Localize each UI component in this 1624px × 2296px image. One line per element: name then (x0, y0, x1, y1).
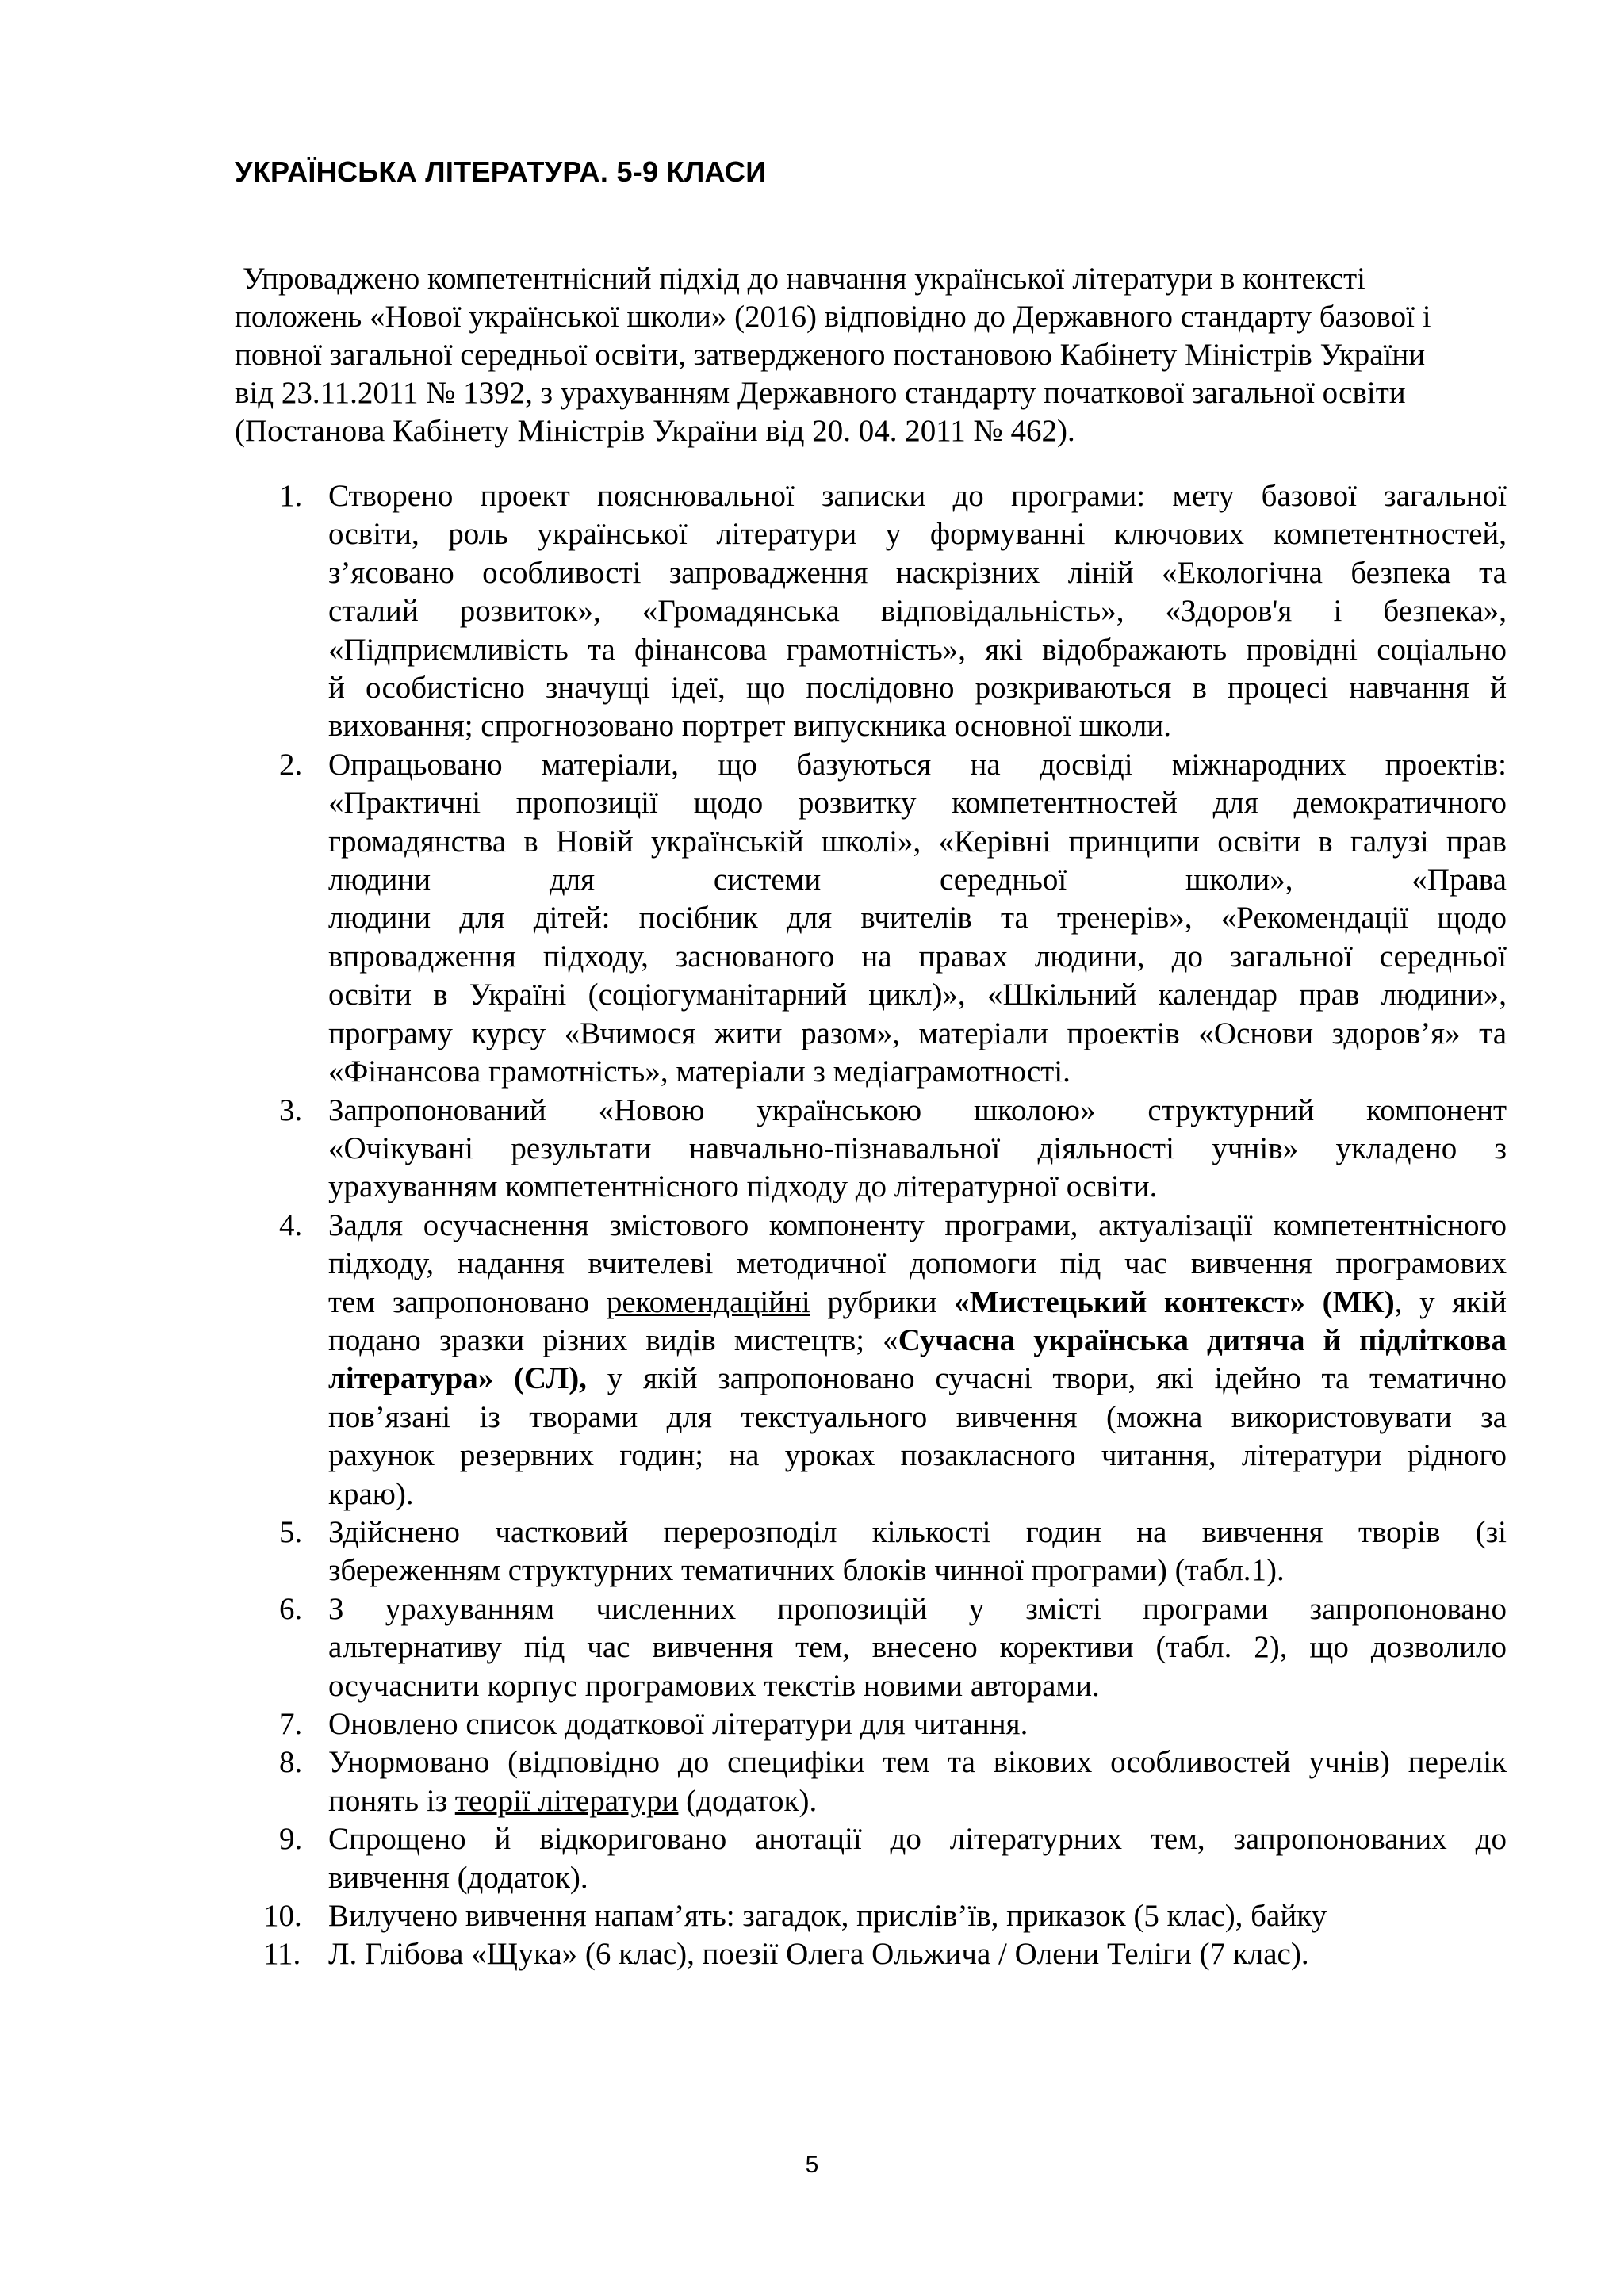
text-line: «Практичні пропозиції щодо розвитку компетентностей для демократичного (328, 786, 1507, 821)
text-line: виховання; спрогнозовано портрет випускника основної школи. (328, 709, 1171, 744)
intro-line: Упроваджено компетентнісний підхід до навчання української літератури в контексті (243, 262, 1365, 296)
list-item-text (328, 1743, 1507, 1820)
text-line: Опрацьовано матеріали, що базуються на досвіді міжнародних проектів: (328, 747, 1507, 782)
text-line: краю). (328, 1476, 414, 1511)
list-item-text (328, 746, 1507, 1092)
list-item-text (328, 1897, 1507, 1935)
text-line: Вилучено вивчення напам’ять: загадок, прислів’їв, приказок (5 клас), байку (328, 1899, 1327, 1934)
text-line (328, 1360, 1507, 1398)
intro-line: від 23.11.2011 № 1392, з урахуванням Державного стандарту початкової загальної освіти (235, 376, 1406, 410)
text-line: й особистісно значущі ідеї, що послідовно розкриваються в процесі навчання й (328, 671, 1507, 706)
text-line (328, 1782, 1507, 1820)
document-title: УКРАЇНСЬКА ЛІТЕРАТУРА. 5-9 КЛАСИ (235, 155, 767, 188)
list-item-number: 9. (279, 1822, 303, 1857)
text-run: рубрики (810, 1284, 955, 1319)
list-item-number: 10. (263, 1899, 302, 1934)
rubric-mk-label: «Мистецький контекст» (МК) (954, 1284, 1395, 1319)
list-item (235, 1820, 1507, 1897)
list-item (235, 477, 1507, 746)
text-line: громадянства в Новій українській школі», «Керівні принципи освіти в галузі прав (328, 824, 1507, 859)
list-item (235, 1705, 1507, 1743)
text-line: впровадження підходу, заснованого на правах людини, до загальної середньої (328, 939, 1507, 974)
list-item (235, 1092, 1507, 1207)
list-item (235, 746, 1507, 1092)
list-item (235, 1207, 1507, 1513)
text-line: «Очікувані результати навчально-пізнавальної діяльності учнів» укладено з (328, 1131, 1507, 1165)
text-run: (додаток). (678, 1783, 818, 1818)
text-run: у якій запропоновано сучасні твори, які ідейно та тематично (586, 1361, 1507, 1396)
list-item-text (328, 1590, 1507, 1705)
text-line: Створено проект пояснювальної записки до програми: мету базової загальної (328, 479, 1507, 513)
list-item (235, 1513, 1507, 1590)
page-number: 5 (805, 2152, 819, 2178)
text-line: збереженням структурних тематичних блоків чинної програми) (табл.1). (328, 1553, 1285, 1588)
list-item-number: 7. (279, 1707, 303, 1741)
text-line: Унормовано (відповідно до специфіки тем та вікових особливостей учнів) перелік (328, 1745, 1507, 1780)
list-item-number: 11. (263, 1937, 301, 1972)
list-item-number: 6. (279, 1591, 303, 1626)
intro-line: положень «Нової української школи» (2016) відповідно до Державного стандарту базової і (235, 300, 1431, 334)
list-item-text (328, 1092, 1507, 1207)
changes-list (235, 477, 1507, 1974)
text-run: подано зразки різних видів мистецтв; « (328, 1322, 898, 1357)
list-item-text (328, 1820, 1507, 1897)
text-line: з’ясовано особливості запровадження наскрізних ліній «Екологічна безпека та (328, 555, 1507, 590)
text-run: тем запропоновано (328, 1284, 607, 1319)
list-item-number: 8. (279, 1745, 303, 1780)
intro-line: (Постанова Кабінету Міністрів України від 20. 04. 2011 № 462). (235, 414, 1075, 448)
text-line: Здійснено частковий перерозподіл кількості годин на вивчення творів (зі (328, 1514, 1507, 1549)
text-line: Спрощено й відкориговано анотації до літературних тем, запропонованих до (328, 1822, 1507, 1857)
rubric-sl-label: Сучасна українська дитяча й підліткова (898, 1322, 1507, 1357)
intro-line: повної загальної середньої освіти, затвердженого постановою Кабінету Міністрів України (235, 338, 1426, 372)
list-item-text (328, 1705, 1507, 1743)
text-line: альтернативу під час вивчення тем, внесено корективи (табл. 2), що дозволило (328, 1630, 1507, 1665)
list-item-number: 2. (279, 747, 303, 782)
text-line: рахунок резервних годин; на уроках позакласного читання, літератури рідного (328, 1438, 1507, 1473)
underlined-term: теорії літератури (454, 1783, 679, 1818)
list-item-number: 4. (279, 1207, 303, 1242)
underlined-term: рекомендаційні (606, 1284, 810, 1319)
list-item-number: 3. (279, 1093, 303, 1127)
list-item-text (328, 1513, 1507, 1590)
text-line: програму курсу «Вчимося жити разом», матеріали проектів «Основи здоров’я» та (328, 1016, 1507, 1050)
text-line: Оновлено список додаткової літератури для читання. (328, 1707, 1028, 1741)
text-line: З урахуванням численних пропозицій у змісті програми запропоновано (328, 1591, 1507, 1626)
text-line: освіти в Україні (соціогуманітарний цикл)», «Шкільний календар прав людини», (328, 978, 1507, 1012)
list-item-text (328, 477, 1507, 746)
text-run: понять із (328, 1783, 455, 1818)
rubric-sl-label: література» (СЛ), (328, 1361, 587, 1396)
text-line (328, 1322, 1507, 1360)
text-line: Л. Глібова «Щука» (6 клас), поезії Олега Ольжича / Олени Теліги (7 клас). (328, 1937, 1309, 1972)
text-line: «Фінансова грамотність», матеріали з медіаграмотності. (328, 1054, 1071, 1089)
list-item-text (328, 1935, 1507, 1973)
text-line: пов’язані із творами для текстуального вивчення (можна використовувати за (328, 1399, 1507, 1434)
list-item (235, 1743, 1507, 1820)
list-item-text (328, 1207, 1507, 1513)
text-line: вивчення (додаток). (328, 1860, 588, 1895)
text-line: людини для системи середньої школи», «Права (328, 863, 1507, 897)
list-item (235, 1590, 1507, 1705)
text-line: осучаснити корпус програмових текстів новими авторами. (328, 1668, 1100, 1703)
text-line: урахуванням компетентнісного підходу до літературної освіти. (328, 1169, 1158, 1204)
list-item (235, 1897, 1507, 1935)
list-item (235, 1935, 1507, 1973)
text-line: людини для дітей: посібник для вчителів та тренерів», «Рекомендації щодо (328, 901, 1507, 936)
list-item-number: 5. (279, 1514, 303, 1549)
text-line: освіти, роль української літератури у формуванні ключових компетентностей, (328, 517, 1507, 552)
list-item-number: 1. (279, 479, 303, 513)
text-line: Запропонований «Новою українською школою» структурний компонент (328, 1093, 1507, 1127)
text-run: , у якій (1394, 1284, 1507, 1319)
intro-paragraph (235, 260, 1503, 450)
text-line (328, 1284, 1507, 1322)
text-line: «Підприємливість та фінансова грамотність», які відображають провідні соціально (328, 632, 1507, 667)
text-line: сталий розвиток», «Громадянська відповідальність», «Здоров'я і безпека», (328, 594, 1507, 629)
text-line: Задля осучаснення змістового компоненту програми, актуалізації компетентнісного (328, 1207, 1507, 1242)
text-line: підходу, надання вчителеві методичної допомоги під час вивчення програмових (328, 1246, 1507, 1281)
